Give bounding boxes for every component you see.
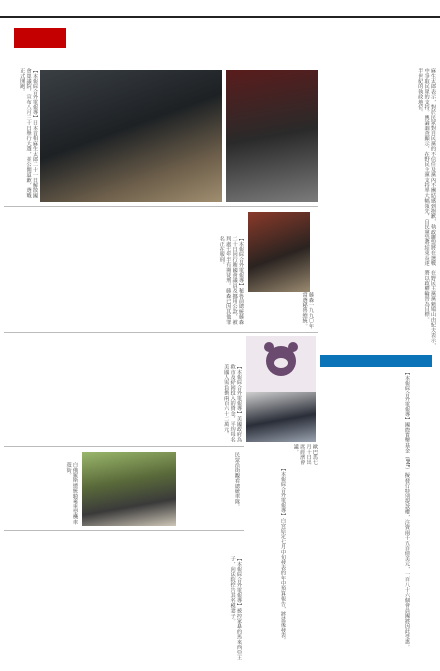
prince-body-text: 【本報綜合外電報導】被控家暴的馬來西亞王子，向法院控告其名模妻子。 <box>229 556 242 660</box>
section-divider <box>4 332 318 333</box>
section-divider <box>4 446 244 447</box>
bailout-body-text: 【本報綜合外電報導】美國政府為救市及紓困投入的資金，平均每名美國人需負擔兩百六十二萬元。 <box>223 364 242 442</box>
aso-bowing-photo <box>226 70 318 202</box>
obama-caption: 歐巴馬七月十日出席經濟會議。 <box>292 444 318 465</box>
peru-body-text: 【本報綜合外電報導】秘魯前總統藤森二十日因行賄國會議員及挪用公款，被判處七年半有期徒刑。藤森已因其他罪名正在服刑。 <box>218 236 244 325</box>
budget-body-text-a: 【本報綜合外電報導】白宮原定七月中旬發表的年中預算報告，將延後發表。 <box>280 466 286 643</box>
section-divider <box>4 530 244 531</box>
crisis-label <box>320 355 432 367</box>
fujimori-caption: 藤森一九九〇年當選秘魯總統。 <box>301 292 314 329</box>
fujimori-photo <box>248 212 310 292</box>
parliament-photo <box>40 70 222 202</box>
masthead <box>0 0 440 18</box>
lead-tag <box>14 28 66 48</box>
obama-logo-box <box>246 336 316 394</box>
imf-body-text: 【本報綜合外電報導】國際貨幣基金（IMF）擬發行特別提款權，注資兩千五百億美元，一百八十六個會員國將因此受惠。 <box>404 370 410 650</box>
imf-headline <box>410 372 436 668</box>
obama-photo <box>246 392 316 442</box>
budget-headline <box>288 448 312 668</box>
bear-icon <box>264 342 298 382</box>
lead-body-text-right: 麻生太郎表示，對於民眾對自民黨的不信任及黨內不團結感到抱歉，執政聯盟將在選戰中爭取民眾的支持。輿論調查顯示，在野民主黨支持率大幅領先，自民黨恐將結束長達半世紀的執政地位。 <box>417 68 436 266</box>
lead-body-text-left: 【本報綜合外電報導】日本首相麻生太郎二十一日解散國會眾議院，宣布八月三十日舉行大選，並公開道歉，選戰正式開跑。 <box>19 68 38 198</box>
belarus-body-text: 白俄羅斯總統騎乘重型機車遊街。 <box>65 462 78 525</box>
right-column-text: 在野民主黨黨魁鳩山由紀夫表示，將以政權輪替為目標。 <box>423 270 436 348</box>
belarus-caption-text: 民眾沿街觀看總統車隊。 <box>234 452 240 510</box>
motorcycle-photo <box>82 452 176 526</box>
section-divider <box>4 206 318 207</box>
